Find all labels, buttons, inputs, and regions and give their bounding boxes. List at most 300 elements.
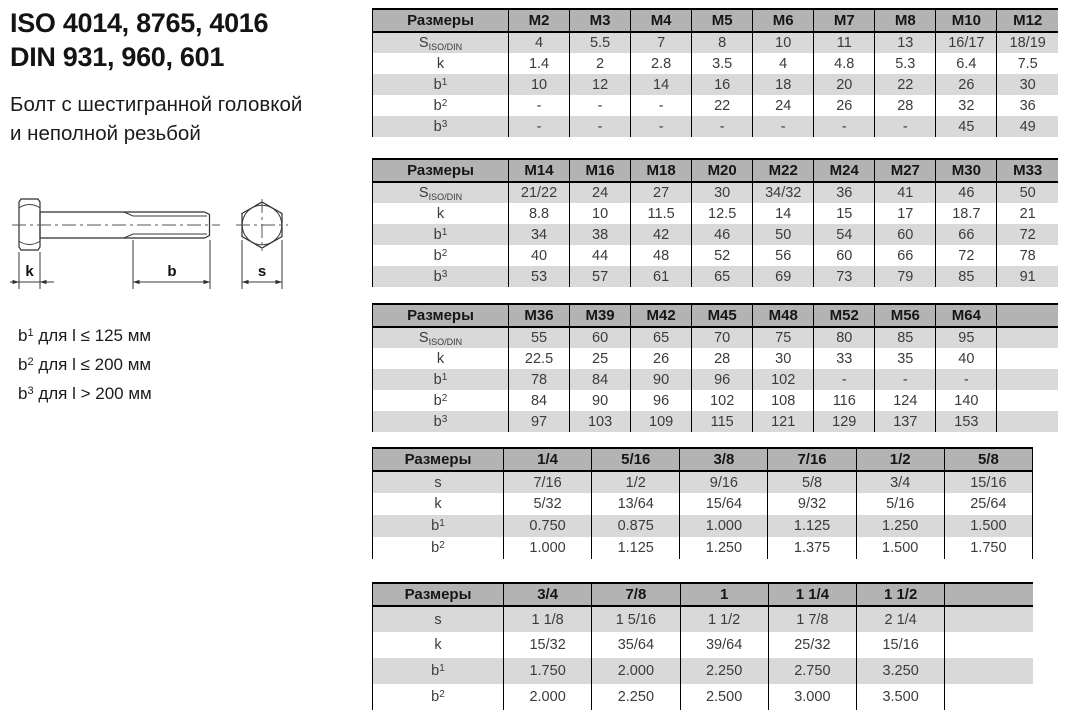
dimension-label: $b^2$ — [373, 390, 509, 411]
dimension-label: $b^3$ — [373, 411, 509, 432]
size-column-header: M4 — [631, 9, 692, 32]
size-column-header: 5/8 — [944, 448, 1032, 471]
table-imperial-large — [372, 582, 1033, 710]
size-column-header: 1 1/2 — [857, 583, 945, 606]
table-header-row — [373, 9, 1059, 32]
dimension-value — [945, 684, 1033, 710]
dimension-value: 50 — [753, 224, 814, 245]
dimension-value: 38 — [570, 224, 631, 245]
dimension-value: 10 — [753, 32, 814, 53]
size-column-header — [945, 583, 1033, 606]
dimension-value: 65 — [692, 266, 753, 287]
dimension-value: 72 — [936, 245, 997, 266]
bolt-head-chamfer-top — [20, 205, 40, 208]
dimension-value: 129 — [814, 411, 875, 432]
dimension-value: 2.250 — [592, 684, 680, 710]
dimension-label: $b^3$ — [373, 116, 509, 137]
dimension-value: 13 — [875, 32, 936, 53]
dimension-value: 1.4 — [509, 53, 570, 74]
dimension-label: $b^1$ — [373, 74, 509, 95]
dimension-value: 39/64 — [680, 632, 768, 658]
dimension-value: 42 — [631, 224, 692, 245]
dimension-value: 14 — [753, 203, 814, 224]
dimension-value: 13/64 — [592, 493, 680, 515]
table-row — [373, 493, 1033, 515]
dimension-value: 85 — [875, 327, 936, 348]
dimension-value: 34/32 — [753, 182, 814, 203]
table-row — [373, 74, 1059, 95]
size-column-header: M16 — [570, 159, 631, 182]
dimension-value: 60 — [814, 245, 875, 266]
size-column-header: M48 — [753, 304, 814, 327]
dimension-value: 66 — [936, 224, 997, 245]
dimension-value: 25/64 — [944, 493, 1032, 515]
footnote-b3: $b^3$ для l > 200 мм — [18, 384, 152, 403]
dimension-value: - — [509, 116, 570, 137]
dimension-value: 28 — [692, 348, 753, 369]
dimension-value: 15/16 — [944, 471, 1032, 493]
dimension-value: 1.000 — [504, 537, 592, 559]
dimension-value: 103 — [570, 411, 631, 432]
dimension-value: 84 — [509, 390, 570, 411]
dimension-value: 4 — [753, 53, 814, 74]
size-column-header: M27 — [875, 159, 936, 182]
dimension-value: 22 — [692, 95, 753, 116]
dimension-value: 10 — [509, 74, 570, 95]
dimension-value: - — [509, 95, 570, 116]
dimension-value: 116 — [814, 390, 875, 411]
dimension-value: 14 — [631, 74, 692, 95]
table-row — [373, 53, 1059, 74]
title-iso-standards: ISO 4014, 8765, 4016 — [10, 8, 269, 38]
table-row — [373, 203, 1059, 224]
dimension-value: 18/19 — [997, 32, 1058, 53]
size-column-header: M56 — [875, 304, 936, 327]
dimension-value: 6.4 — [936, 53, 997, 74]
dimension-value — [945, 658, 1033, 684]
dimension-label: $b^2$ — [373, 537, 504, 559]
dimension-value: 35/64 — [592, 632, 680, 658]
dimension-label: s — [373, 471, 504, 493]
dimension-value: 33 — [814, 348, 875, 369]
table-metric-m14-m33 — [372, 158, 1058, 287]
dimension-value: 2.000 — [504, 684, 592, 710]
dimension-value: 3.250 — [857, 658, 945, 684]
dimension-value: 8 — [692, 32, 753, 53]
dimension-value: 36 — [814, 182, 875, 203]
dimension-value: 25 — [570, 348, 631, 369]
page-subtitle — [10, 90, 302, 148]
dimension-value: 96 — [631, 390, 692, 411]
dimension-value: 2.000 — [592, 658, 680, 684]
dimension-value: 44 — [570, 245, 631, 266]
dimension-value: 53 — [509, 266, 570, 287]
dimension-value: 1.125 — [592, 537, 680, 559]
dimension-value: 1.250 — [856, 515, 944, 537]
table-row — [373, 537, 1033, 559]
dimension-value: 2 1/4 — [857, 606, 945, 632]
dimension-value: - — [814, 116, 875, 137]
size-column-header: M2 — [509, 9, 570, 32]
dimension-value: 0.750 — [504, 515, 592, 537]
dimensions-column-header: Размеры — [373, 304, 509, 327]
dimensions-column-header: Размеры — [373, 448, 504, 471]
dimension-value: 40 — [936, 348, 997, 369]
size-column-header: M24 — [814, 159, 875, 182]
table-row — [373, 632, 1034, 658]
table-row — [373, 95, 1059, 116]
table-header-row — [373, 583, 1034, 606]
dimension-value — [945, 632, 1033, 658]
thread-runout-top — [124, 212, 133, 216]
dimension-value: 2.8 — [631, 53, 692, 74]
dimension-value: 17 — [875, 203, 936, 224]
size-column-header: M5 — [692, 9, 753, 32]
dimension-value: 10 — [570, 203, 631, 224]
dimension-value: 140 — [936, 390, 997, 411]
size-column-header: M42 — [631, 304, 692, 327]
thread-runout-bottom — [124, 234, 133, 238]
dimension-value: - — [631, 95, 692, 116]
dimension-value: 46 — [936, 182, 997, 203]
dimension-value: 18 — [753, 74, 814, 95]
dimension-value: 90 — [631, 369, 692, 390]
table-row — [373, 471, 1033, 493]
dimension-value: 15/64 — [680, 493, 768, 515]
dimension-label: $b^2$ — [373, 95, 509, 116]
dimension-value: 16 — [692, 74, 753, 95]
dimension-value: 102 — [753, 369, 814, 390]
size-column-header: M33 — [997, 159, 1058, 182]
dimension-value: 45 — [936, 116, 997, 137]
table-row — [373, 606, 1034, 632]
table-row — [373, 224, 1059, 245]
subtitle-line-1: Болт с шестигранной головкой — [10, 93, 303, 116]
s-arrow-left — [242, 280, 249, 284]
table-metric-m36-m64 — [372, 303, 1058, 432]
dimension-value: 91 — [997, 266, 1058, 287]
dimension-value: 41 — [875, 182, 936, 203]
dimension-value: 27 — [631, 182, 692, 203]
dimension-label: k — [373, 203, 509, 224]
dimension-value: 24 — [570, 182, 631, 203]
dimension-value — [997, 369, 1058, 390]
dimension-value: 50 — [997, 182, 1058, 203]
dimension-value: 32 — [936, 95, 997, 116]
table-row — [373, 116, 1059, 137]
dimension-value: 5/16 — [856, 493, 944, 515]
size-column-header: M30 — [936, 159, 997, 182]
dimension-value: 60 — [875, 224, 936, 245]
dimension-value: 69 — [753, 266, 814, 287]
dimension-value: 78 — [509, 369, 570, 390]
dimension-value: 21 — [997, 203, 1058, 224]
b-arrow-right — [204, 280, 211, 284]
dimension-value: 61 — [631, 266, 692, 287]
k-dimension-label: k — [25, 263, 34, 280]
dimension-label: k — [373, 632, 504, 658]
dimension-label: $b^2$ — [373, 684, 504, 710]
table-header-row — [373, 304, 1059, 327]
dimension-value: 26 — [814, 95, 875, 116]
dimensions-column-header: Размеры — [373, 583, 504, 606]
dimension-label: $b^1$ — [373, 224, 509, 245]
dimension-value: 48 — [631, 245, 692, 266]
dimension-value: 1.750 — [944, 537, 1032, 559]
dimension-label: k — [373, 348, 509, 369]
size-column-header: 3/8 — [680, 448, 768, 471]
dimension-value: 3.500 — [857, 684, 945, 710]
dimension-value: 75 — [753, 327, 814, 348]
dimension-value: 7.5 — [997, 53, 1058, 74]
dimension-value: 1 1/2 — [680, 606, 768, 632]
dimensions-column-header: Размеры — [373, 9, 509, 32]
dimension-value: 2 — [570, 53, 631, 74]
dimension-value: 30 — [692, 182, 753, 203]
dimension-value: 5/32 — [504, 493, 592, 515]
dimension-value: - — [631, 116, 692, 137]
page-title — [10, 6, 268, 74]
size-column-header: 3/4 — [504, 583, 592, 606]
size-column-header: 1 1/4 — [768, 583, 856, 606]
size-column-header: M64 — [936, 304, 997, 327]
dimension-value: 121 — [753, 411, 814, 432]
size-column-header: M14 — [509, 159, 570, 182]
dimension-value: 1 7/8 — [768, 606, 856, 632]
dimension-value: 73 — [814, 266, 875, 287]
dimension-value: 46 — [692, 224, 753, 245]
dimension-value: 79 — [875, 266, 936, 287]
table-row — [373, 266, 1059, 287]
dimension-value: 5.3 — [875, 53, 936, 74]
dimension-value: - — [692, 116, 753, 137]
size-column-header: M6 — [753, 9, 814, 32]
dimension-value: 5/8 — [768, 471, 856, 493]
dimension-value: 1.500 — [856, 537, 944, 559]
dimension-value: 115 — [692, 411, 753, 432]
size-column-header: M18 — [631, 159, 692, 182]
k-arrow-left — [13, 280, 20, 284]
dimension-value: 28 — [875, 95, 936, 116]
dimension-value: 1.375 — [768, 537, 856, 559]
dimension-value: 108 — [753, 390, 814, 411]
k-arrow-right — [40, 280, 47, 284]
table-row — [373, 658, 1034, 684]
table-header-row — [373, 448, 1033, 471]
dimension-value: 95 — [936, 327, 997, 348]
size-column-header: 7/8 — [592, 583, 680, 606]
size-column-header: M10 — [936, 9, 997, 32]
size-column-header: 5/16 — [592, 448, 680, 471]
dimension-value: 7 — [631, 32, 692, 53]
dimension-value: 2.500 — [680, 684, 768, 710]
subtitle-line-2: и неполной резьбой — [10, 122, 201, 145]
dimension-value: 1.250 — [680, 537, 768, 559]
dimension-value: 40 — [509, 245, 570, 266]
dimension-value: - — [875, 369, 936, 390]
dimension-value: 20 — [814, 74, 875, 95]
dimension-label: $b^1$ — [373, 658, 504, 684]
table-row — [373, 684, 1034, 710]
dimension-value: 84 — [570, 369, 631, 390]
table-row — [373, 182, 1059, 203]
dimension-value: 3/4 — [856, 471, 944, 493]
dimension-value: 25/32 — [768, 632, 856, 658]
size-column-header: 1/2 — [856, 448, 944, 471]
dimension-value: 65 — [631, 327, 692, 348]
dimension-value — [997, 390, 1058, 411]
dimension-value: 153 — [936, 411, 997, 432]
dimension-value: 1 5/16 — [592, 606, 680, 632]
dimension-value: 35 — [875, 348, 936, 369]
title-din-standards: DIN 931, 960, 601 — [10, 42, 225, 72]
dimension-value: 7/16 — [504, 471, 592, 493]
dimension-value: 1.000 — [680, 515, 768, 537]
dimension-value: 21/22 — [509, 182, 570, 203]
dimension-value: 15 — [814, 203, 875, 224]
bolt-head-chamfer-bottom — [20, 242, 40, 245]
dimension-value: 2.750 — [768, 658, 856, 684]
size-column-header: M22 — [753, 159, 814, 182]
dimension-value: 5.5 — [570, 32, 631, 53]
dimension-value: 16/17 — [936, 32, 997, 53]
dimension-label: $b^1$ — [373, 515, 504, 537]
bolt-technical-drawing — [10, 186, 330, 300]
dimension-value: 11.5 — [631, 203, 692, 224]
dimension-value: 8.8 — [509, 203, 570, 224]
table-row — [373, 390, 1059, 411]
dimension-value: 55 — [509, 327, 570, 348]
size-column-header: M3 — [570, 9, 631, 32]
size-column-header: 7/16 — [768, 448, 856, 471]
dimension-value: 22 — [875, 74, 936, 95]
dimension-value: 9/32 — [768, 493, 856, 515]
table-metric-m2-m12 — [372, 8, 1058, 137]
dimension-value — [997, 327, 1058, 348]
dimension-value: 66 — [875, 245, 936, 266]
dimension-value: 24 — [753, 95, 814, 116]
dimension-value: 1.750 — [504, 658, 592, 684]
dimension-label: $b^2$ — [373, 245, 509, 266]
table-row — [373, 369, 1059, 390]
dimension-value: 15/16 — [857, 632, 945, 658]
table-header-row — [373, 159, 1059, 182]
dimension-value: 60 — [570, 327, 631, 348]
s-arrow-right — [276, 280, 283, 284]
size-column-header: M7 — [814, 9, 875, 32]
dimension-value: 34 — [509, 224, 570, 245]
dimension-value: - — [814, 369, 875, 390]
dimension-value: 4 — [509, 32, 570, 53]
dimension-value: 11 — [814, 32, 875, 53]
size-column-header: M12 — [997, 9, 1058, 32]
dimension-value: 124 — [875, 390, 936, 411]
dimension-value — [997, 411, 1058, 432]
dimension-value — [945, 606, 1033, 632]
dimension-value: - — [753, 116, 814, 137]
dimension-label: k — [373, 493, 504, 515]
size-column-header: M36 — [509, 304, 570, 327]
dimension-value: 15/32 — [504, 632, 592, 658]
dimension-value: 54 — [814, 224, 875, 245]
dimension-value: 22.5 — [509, 348, 570, 369]
dimension-value: 52 — [692, 245, 753, 266]
size-column-header: M20 — [692, 159, 753, 182]
dimension-value: 56 — [753, 245, 814, 266]
dimension-value: 90 — [570, 390, 631, 411]
dimension-value: 26 — [936, 74, 997, 95]
dimension-value: - — [570, 95, 631, 116]
table-row — [373, 348, 1059, 369]
dimension-value: 3.000 — [768, 684, 856, 710]
dimension-value: 137 — [875, 411, 936, 432]
dimension-value: 2.250 — [680, 658, 768, 684]
dimension-value: 1.125 — [768, 515, 856, 537]
dimension-value: 1/2 — [592, 471, 680, 493]
dimension-value: 102 — [692, 390, 753, 411]
dimension-label: $b^3$ — [373, 266, 509, 287]
dimension-value: 80 — [814, 327, 875, 348]
size-column-header: M52 — [814, 304, 875, 327]
dimension-label: $S_{ISO/DIN}$ — [373, 32, 509, 53]
s-dimension-label: s — [257, 263, 267, 280]
dimension-value: 85 — [936, 266, 997, 287]
dimension-value: 78 — [997, 245, 1058, 266]
table-row — [373, 245, 1059, 266]
footnote-b1: $b^1$ для l ≤ 125 мм — [18, 326, 152, 345]
size-column-header — [997, 304, 1058, 327]
dimension-value: 96 — [692, 369, 753, 390]
dimension-value: 97 — [509, 411, 570, 432]
table-row — [373, 411, 1059, 432]
dimension-value: 49 — [997, 116, 1058, 137]
b-arrow-left — [133, 280, 140, 284]
table-row — [373, 32, 1059, 53]
dimension-value: 72 — [997, 224, 1058, 245]
footnote-b2: $b^2$ для l ≤ 200 мм — [18, 355, 152, 374]
dimension-value: 9/16 — [680, 471, 768, 493]
dimension-value: 18.7 — [936, 203, 997, 224]
dimension-label: $b^1$ — [373, 369, 509, 390]
dimension-value: 3.5 — [692, 53, 753, 74]
table-row — [373, 515, 1033, 537]
dimension-value: 57 — [570, 266, 631, 287]
dimension-label: $S_{ISO/DIN}$ — [373, 182, 509, 203]
dimension-value: 30 — [753, 348, 814, 369]
dimension-value: 109 — [631, 411, 692, 432]
b-dimension-label: b — [167, 263, 177, 280]
table-imperial-small — [372, 447, 1033, 559]
dimension-label: s — [373, 606, 504, 632]
size-column-header: M39 — [570, 304, 631, 327]
dimension-value: 12 — [570, 74, 631, 95]
dimension-value: - — [936, 369, 997, 390]
dimension-value: 36 — [997, 95, 1058, 116]
size-column-header: M45 — [692, 304, 753, 327]
dimensions-column-header: Размеры — [373, 159, 509, 182]
dimension-value: 70 — [692, 327, 753, 348]
size-column-header: M8 — [875, 9, 936, 32]
size-column-header: 1/4 — [504, 448, 592, 471]
dimension-value: 0.875 — [592, 515, 680, 537]
size-column-header: 1 — [680, 583, 768, 606]
dimension-label: $S_{ISO/DIN}$ — [373, 327, 509, 348]
dimension-value: 26 — [631, 348, 692, 369]
dimension-value — [997, 348, 1058, 369]
dimension-value: - — [570, 116, 631, 137]
dimension-value: 4.8 — [814, 53, 875, 74]
dimension-value: 1 1/8 — [504, 606, 592, 632]
